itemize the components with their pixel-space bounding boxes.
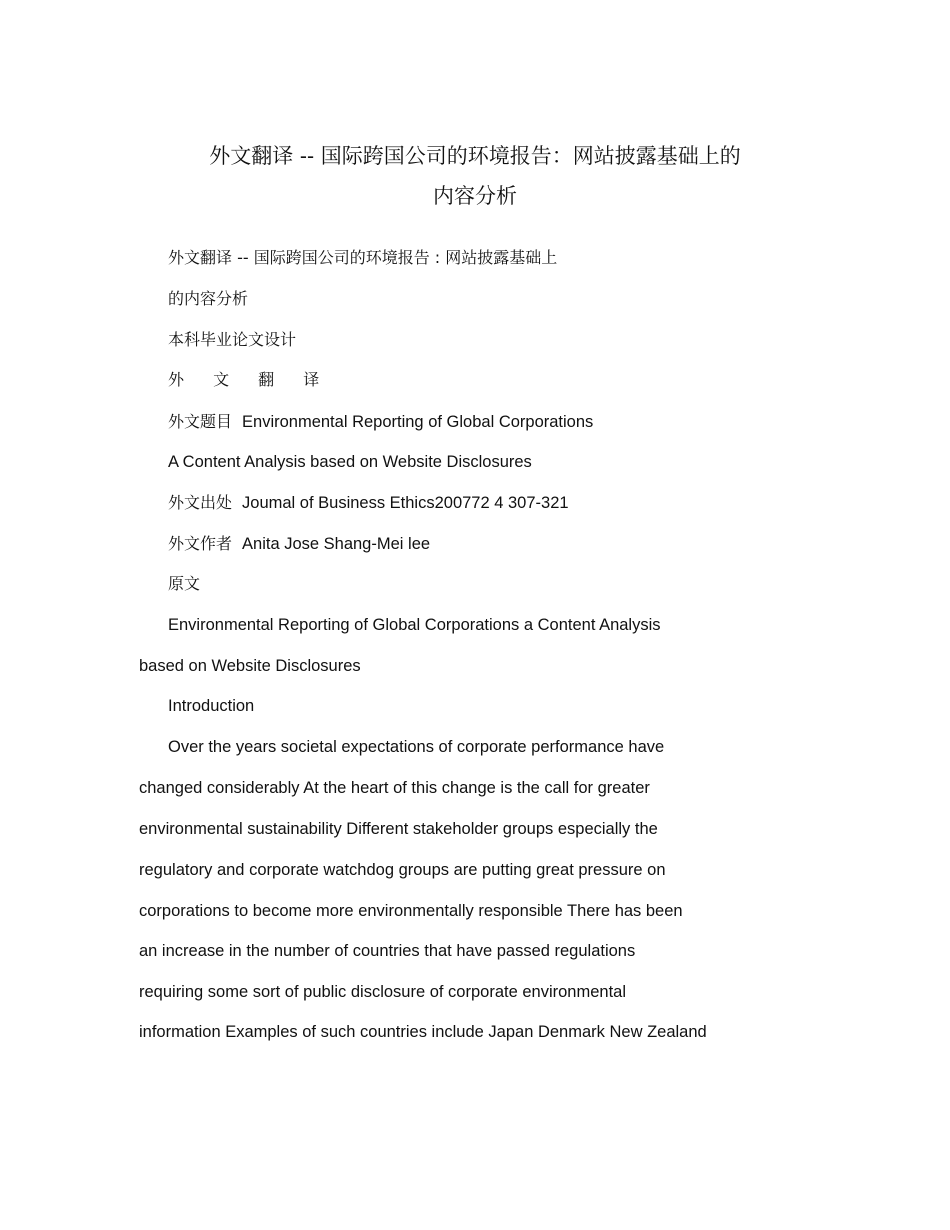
foreign-title-value: Environmental Reporting of Global Corporations xyxy=(242,413,594,431)
document-title-line-2: 内容分析 xyxy=(433,184,517,208)
thesis-label: 本科毕业论文设计 xyxy=(168,330,297,349)
foreign-title-row xyxy=(168,411,593,433)
body-line: changed considerably At the heart of this change is the call for greater xyxy=(139,779,650,797)
foreign-author-row xyxy=(168,533,430,555)
body-line: regulatory and corporate watchdog groups are putting great pressure on xyxy=(139,861,666,879)
body-line: Introduction xyxy=(168,697,255,715)
document-title-line-1: 外文翻译 -- 国际跨国公司的环境报告：网站披露基础上的 xyxy=(209,144,741,168)
body-line: Environmental Reporting of Global Corporations a Content Analysis xyxy=(168,616,661,634)
foreign-author-label: 外文作者 xyxy=(168,534,233,553)
body-line: Over the years societal expectations of corporate performance have xyxy=(168,738,665,756)
original-text-label: 原文 xyxy=(168,574,201,593)
subtitle-line-2: 的内容分析 xyxy=(168,289,249,308)
body-line: environmental sustainability Different stakeholder groups especially the xyxy=(139,820,658,838)
foreign-title-label: 外文题目 xyxy=(168,412,233,431)
section-label: 外 文 翻 译 xyxy=(168,370,332,389)
foreign-source-label: 外文出处 xyxy=(168,493,233,512)
subtitle-line-1: 外文翻译 -- 国际跨国公司的环境报告 : 网站披露基础上 xyxy=(168,248,558,267)
body-line: information Examples of such countries include Japan Denmark New Zealand xyxy=(139,1023,707,1041)
foreign-source-value: Joumal of Business Ethics200772 4 307-321 xyxy=(242,494,569,512)
foreign-author-value: Anita Jose Shang-Mei lee xyxy=(242,535,431,553)
foreign-title-continuation: A Content Analysis based on Website Disclosures xyxy=(168,453,532,471)
body-line: based on Website Disclosures xyxy=(139,657,361,675)
body-line: corporations to become more environmentally responsible There has been xyxy=(139,902,683,920)
body-line: an increase in the number of countries that have passed regulations xyxy=(139,942,636,960)
foreign-source-row xyxy=(168,492,569,514)
body-line: requiring some sort of public disclosure of corporate environmental xyxy=(139,983,626,1001)
